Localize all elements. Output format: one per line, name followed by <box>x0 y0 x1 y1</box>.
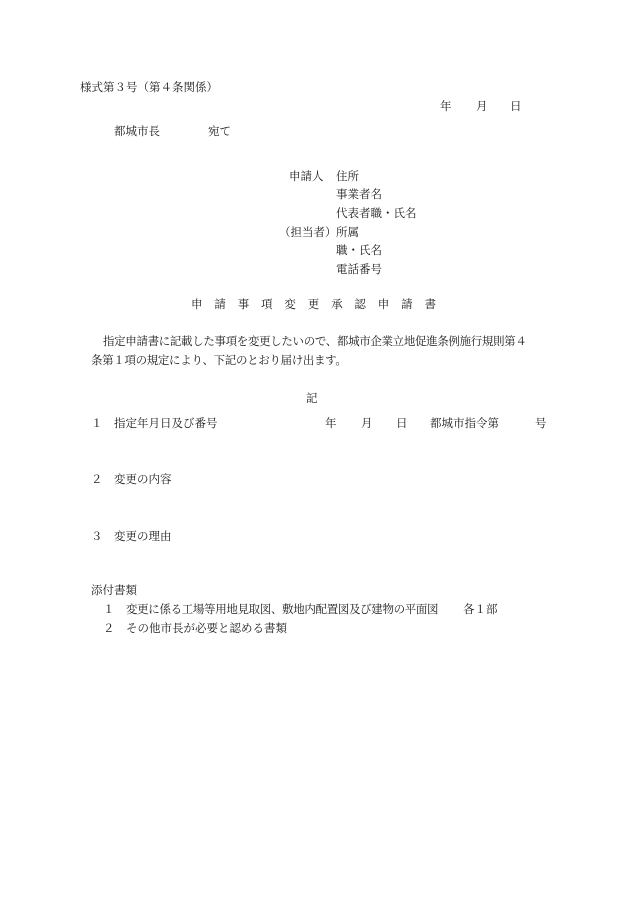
contact-label: （担当者） <box>279 225 337 239</box>
applicant-representative: 代表者職・氏名 <box>336 206 417 220</box>
attachment-1-text: 変更に係る工場等用地見取図、敷地内配置図及び建物の平面図 <box>126 602 439 616</box>
title-char: 書 <box>424 297 436 311</box>
item-1-number: １ <box>91 416 103 430</box>
title-char: 項 <box>261 297 273 311</box>
body-text-line-2: 条第１項の規定により、下記のとおり届け出ます。 <box>91 353 347 367</box>
applicant-business-name: 事業者名 <box>336 187 382 201</box>
title-char: 申 <box>377 297 390 311</box>
item-2-number: ２ <box>91 472 103 486</box>
title-char: 請 <box>401 297 413 311</box>
addressee-suffix: 宛て <box>208 124 231 138</box>
item-1-day: 日 <box>396 416 408 430</box>
attachment-2-number: ２ <box>103 621 115 635</box>
ki-heading: 記 <box>306 391 318 405</box>
attachment-1-count: 各１部 <box>463 602 498 616</box>
item-1-order-suffix: 号 <box>535 416 547 430</box>
item-2-label: 変更の内容 <box>114 472 172 486</box>
title-char: 認 <box>354 297 366 311</box>
title-char: 承 <box>331 297 343 311</box>
item-1-order-prefix: 都城市指令第 <box>430 416 499 430</box>
title-char: 変 <box>284 297 296 311</box>
item-3-number: ３ <box>91 529 103 543</box>
item-3-label: 変更の理由 <box>114 529 172 543</box>
title-char: 申 <box>191 297 203 311</box>
document-title <box>191 299 436 311</box>
addressee-name: 都城市長 <box>114 124 160 138</box>
contact-phone: 電話番号 <box>336 262 382 276</box>
contact-department: 所属 <box>336 225 359 239</box>
date-day: 日 <box>510 99 522 113</box>
date-month: 月 <box>476 99 488 113</box>
form-number: 様式第３号（第４条関係） <box>80 80 218 94</box>
applicant-address: 住所 <box>336 169 359 183</box>
body-text-line-1: 指定申請書に記載した事項を変更したいので、都城市企業立地促進条例施行規則第４ <box>103 334 527 348</box>
attachment-2-text: その他市長が必要と認める書類 <box>126 621 287 635</box>
date-year: 年 <box>440 99 452 113</box>
attachment-1-number: １ <box>103 602 115 616</box>
contact-title-name: 職・氏名 <box>336 243 382 257</box>
item-1-month: 月 <box>361 416 373 430</box>
item-1-year: 年 <box>325 416 337 430</box>
item-1-label: 指定年月日及び番号 <box>114 416 218 430</box>
title-char: 更 <box>307 297 320 311</box>
title-char: 事 <box>237 297 250 311</box>
attachments-heading: 添付書類 <box>91 583 137 597</box>
title-char: 請 <box>214 297 226 311</box>
applicant-label: 申請人 <box>289 169 324 183</box>
